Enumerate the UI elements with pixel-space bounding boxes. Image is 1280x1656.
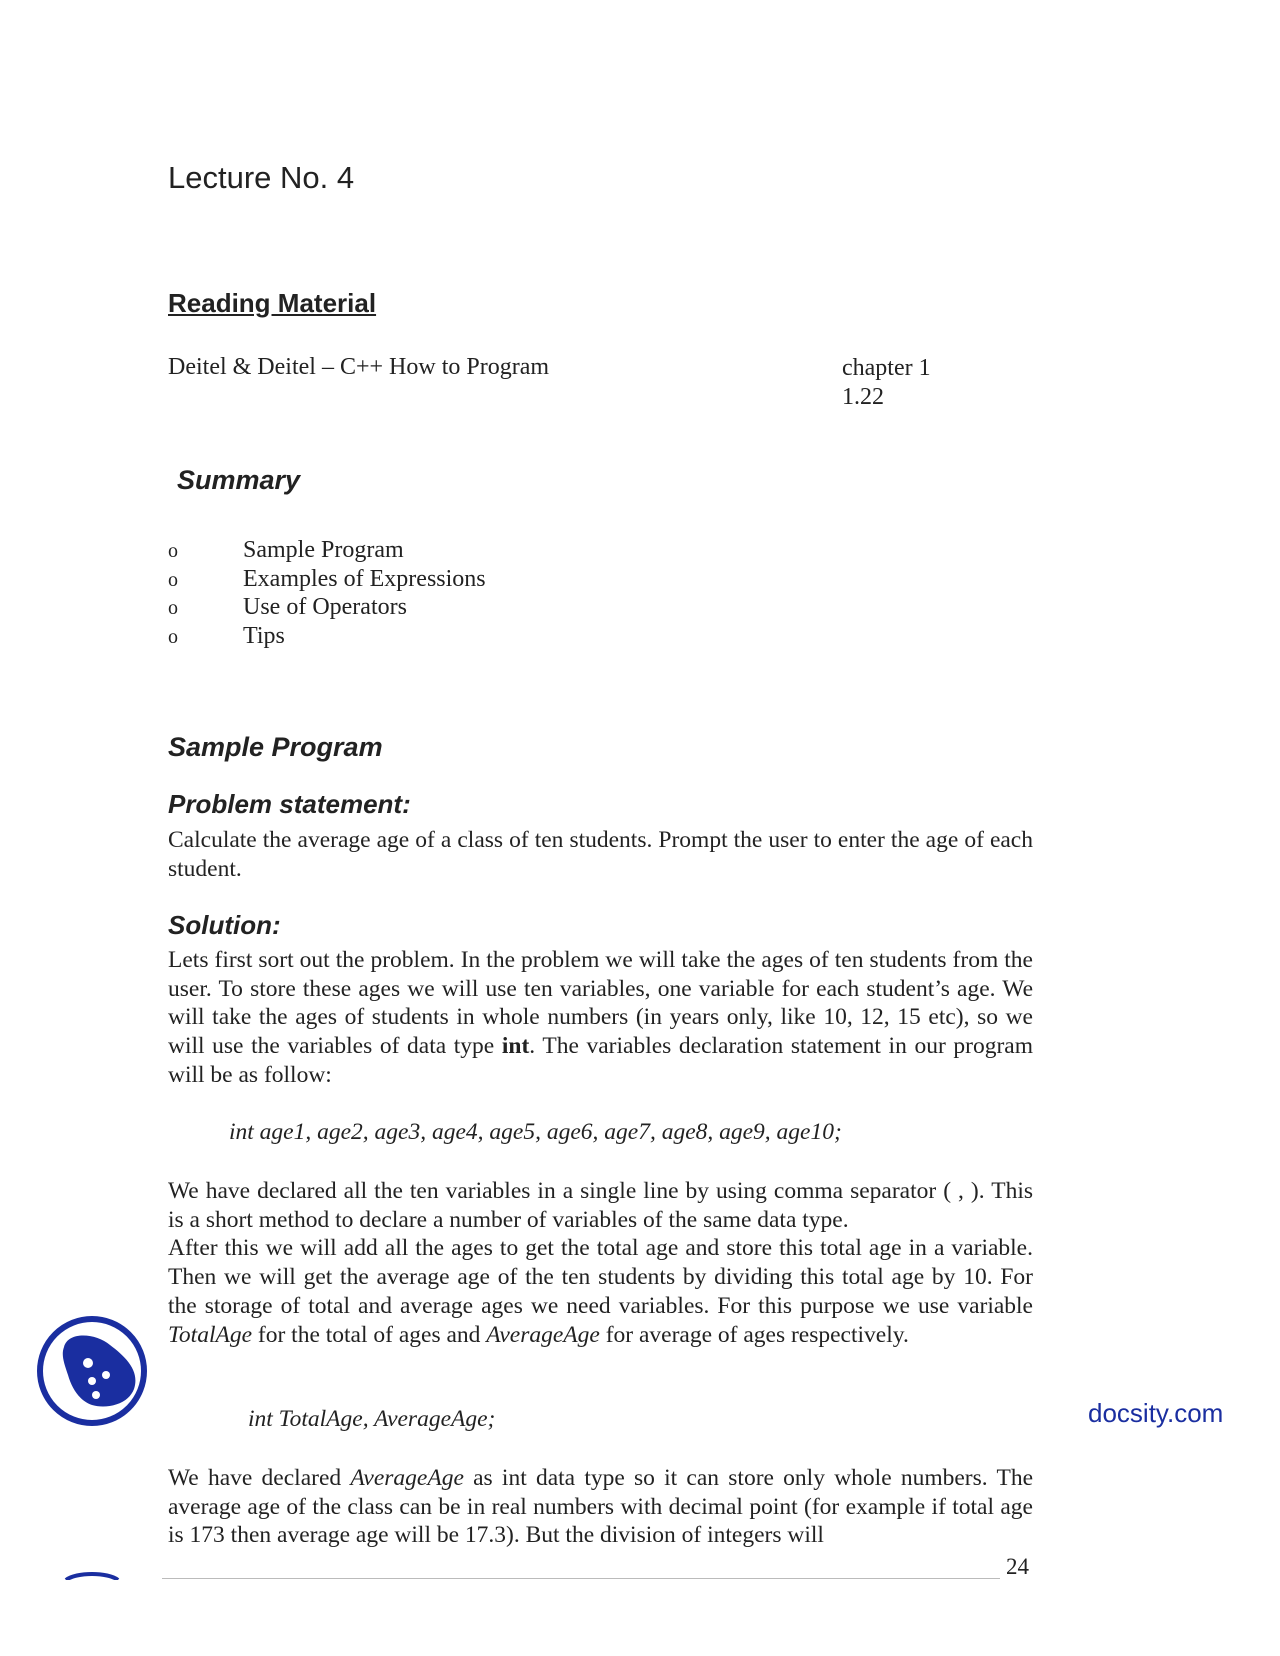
reading-material-heading: Reading Material <box>168 288 377 318</box>
summary-item <box>168 536 486 565</box>
summary-item-label: Use of Operators <box>243 594 407 620</box>
reference-chapter-line1: chapter 1 <box>842 355 931 381</box>
docsity-logo-icon <box>36 1315 148 1427</box>
solution-paragraph-1 <box>168 946 1033 1090</box>
docsity-logo-partial-icon <box>62 1572 122 1580</box>
solution-text: We have declared all the ten variables in a single line by using comma separator ( , ). This is a short method to declare a number of variables of the same data type. <box>168 1178 1033 1233</box>
solution-text: We have declared <box>168 1465 351 1491</box>
solution-text: for the total of ages and <box>252 1321 487 1348</box>
summary-heading: Summary <box>177 465 301 495</box>
solution-text: as int data type so it can store only whole numbers. The average age of the class can be in real numbers with decimal point (for example if total age is 173 then average age will be 17.3). But the division of integers will <box>168 1465 1033 1549</box>
summary-item-label: Sample Program <box>243 537 404 563</box>
summary-item <box>168 565 486 594</box>
summary-item-label: Examples of Expressions <box>243 565 486 592</box>
summary-item-label: Tips <box>243 622 285 649</box>
problem-heading: Problem statement: <box>168 789 411 819</box>
variable-name: TotalAge <box>168 1321 253 1348</box>
variable-name: AverageAge <box>350 1465 464 1491</box>
solution-text: . The variables declaration statement in our program will be as follow: <box>168 1033 1033 1088</box>
problem-text: Calculate the average age of a class of ten students. Prompt the user to enter the age of each student. <box>168 827 1033 882</box>
page-number: 24 <box>1006 1554 1029 1579</box>
code-declaration-total-average: int TotalAge, AverageAge; <box>248 1406 496 1432</box>
solution-text: Lets first sort out the problem. In the problem we will take the ages of ten students from the user. To store these ages we will use ten variables, one variable for each student’s age. We will take the ages of students in whole numbers (in years only, like 10, 12, 15 etc), so we will use the variables of data type <box>168 947 1033 1060</box>
bullet-icon: o <box>168 625 178 648</box>
docsity-watermark-text[interactable]: docsity.com <box>1088 1398 1224 1428</box>
variable-name: AverageAge <box>486 1321 600 1348</box>
bullet-icon: o <box>168 540 178 562</box>
solution-text: for average of ages respectively. <box>599 1321 909 1348</box>
reference-chapter-line2: 1.22 <box>842 384 884 410</box>
keyword-int: int <box>501 1033 530 1060</box>
solution-paragraph-3 <box>168 1464 1033 1550</box>
solution-heading: Solution: <box>168 910 281 940</box>
lecture-title: Lecture No. 4 <box>168 160 355 195</box>
summary-item <box>168 593 486 622</box>
reference-book: Deitel & Deitel – C++ How to Program <box>168 354 550 380</box>
solution-text-block <box>168 1234 1033 1349</box>
solution-text: After this we will add all the ages to get the total age and store this total age in a variable. Then we will get the average age of the ten students by dividing this total age by 10. For the storage of total and average ages we need variables. For this purpose we use variable <box>168 1235 1033 1319</box>
summary-item <box>168 622 486 651</box>
section-heading: Sample Program <box>168 732 383 762</box>
code-declaration-ages: int age1, age2, age3, age4, age5, age6, age7, age8, age9, age10; <box>229 1119 842 1145</box>
bullet-icon: o <box>168 597 178 619</box>
bullet-icon: o <box>168 568 178 591</box>
summary-list <box>168 536 486 650</box>
footer-rule <box>162 1578 1000 1579</box>
reference-chapter <box>842 354 931 412</box>
solution-paragraph-2 <box>168 1177 1033 1349</box>
